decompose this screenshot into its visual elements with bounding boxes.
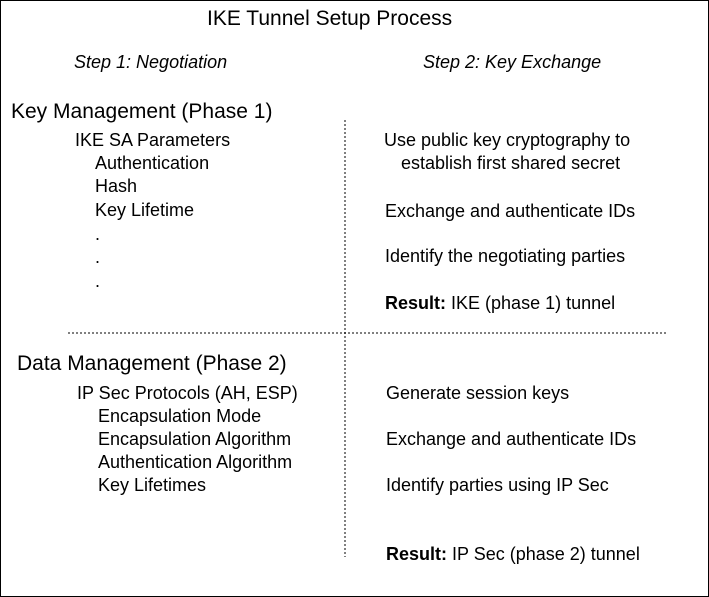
- phase1-action-public-key-cont: establish first shared secret: [401, 153, 621, 173]
- phase1-param: Hash: [95, 176, 138, 196]
- phase2-param: Encapsulation Algorithm: [98, 429, 292, 449]
- result-label: Result:: [386, 544, 448, 564]
- phase2-param: Authentication Algorithm: [98, 452, 293, 472]
- phase2-result: [386, 545, 640, 563]
- ellipsis-dot: .: [95, 247, 101, 267]
- phase1-action-public-key: Use public key cryptography to: [384, 130, 631, 150]
- phase1-param: Authentication: [95, 153, 210, 173]
- phase2-param: Encapsulation Mode: [98, 406, 262, 426]
- phase2-action-exchange-ids: Exchange and authenticate IDs: [386, 429, 637, 449]
- step2-heading: Step 2: Key Exchange: [423, 52, 602, 72]
- phase1-heading: Key Management (Phase 1): [11, 100, 273, 123]
- phase1-result: [385, 294, 615, 312]
- phase2-param: Key Lifetimes: [98, 475, 207, 495]
- result-text: IKE (phase 1) tunnel: [451, 293, 616, 313]
- ellipsis-dot: .: [95, 224, 101, 244]
- phase1-action-exchange-ids: Exchange and authenticate IDs: [385, 201, 636, 221]
- phase1-action-identify: Identify the negotiating parties: [385, 246, 626, 266]
- result-label: Result:: [385, 293, 447, 313]
- phase2-heading: Data Management (Phase 2): [17, 352, 287, 375]
- phase2-action-identify: Identify parties using IP Sec: [386, 475, 609, 495]
- ellipsis-dot: .: [95, 271, 101, 291]
- step1-heading: Step 1: Negotiation: [74, 52, 228, 72]
- phase1-param: Key Lifetime: [95, 200, 195, 220]
- diagram-title: IKE Tunnel Setup Process: [207, 7, 453, 30]
- phase2-group-label: IP Sec Protocols (AH, ESP): [77, 383, 298, 403]
- phase2-action-session-keys: Generate session keys: [386, 383, 570, 403]
- phase1-group-label: IKE SA Parameters: [75, 130, 231, 150]
- result-text: IP Sec (phase 2) tunnel: [452, 544, 640, 564]
